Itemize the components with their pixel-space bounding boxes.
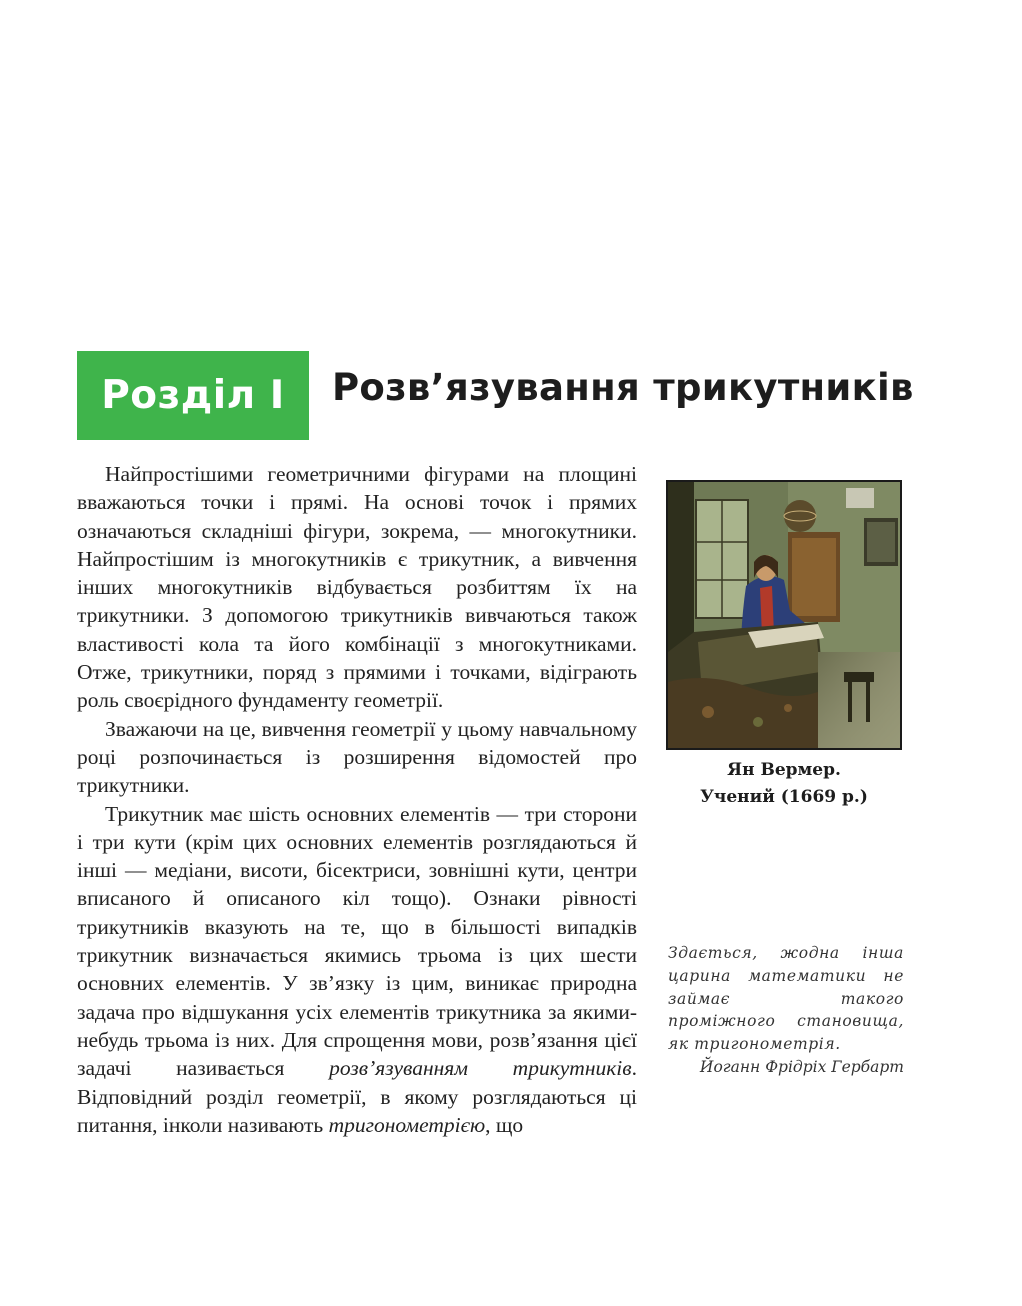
paragraph-3-middle: . Відповідний розділ геометрії, в якому розглядаються ці питання, інколи називають — [77, 1056, 637, 1137]
chapter-label: Розділ I — [101, 373, 285, 418]
chapter-title: Розв’язування трикутників — [332, 366, 914, 409]
quote-text: Здається, жодна інша царина математики не займає такого проміжного становища, як тригонометрія. — [668, 944, 904, 1054]
term-trigonometry: тригонометрією — [328, 1112, 486, 1137]
paragraph-3-start: Трикутник має шість основних елементів — три сторони і три кути (крім цих основних елементів розглядаються й інші — медіани, висоти, бісектриси, зовнішні кути, центри вписаного й описаного кіл тощо). Ознаки рівності трикутників вказують на те, що в більшості випадків трикутник визначається якимись трьома із цих шести основних елементів. У зв’язку із цим, виникає природна задача про відшукання усіх елементів трикутника за якими-небудь трьома із них. Для спрощення мови, розв’язання цієї задачі називається — [77, 801, 637, 1081]
paragraph-3 — [77, 800, 637, 1140]
painting-image — [668, 482, 900, 748]
caption-title: Учений (1669 р.) — [700, 787, 868, 807]
paragraph-1: Найпростішими геометричними фігурами на площині вважаються точки і прямі. На основі точок і прямих означаються складніші фігури, зокрема, — многокутники. Найпростішим із многокутників є трикутник, а вивчення інших многокутників відбувається розбиттям їх на трикутники. З допомогою трикутників вивчаються також властивості кола та його комбінації з многокутниками. Отже, трикутники, поряд з прямими і точками, відіграють роль своєрідного фундаменту геометрії. — [77, 462, 637, 713]
quote-author: Йоганн Фрідріх Гербарт — [699, 1057, 904, 1076]
epigraph-quote — [668, 942, 904, 1079]
painting-vermeer-geographer — [666, 480, 902, 750]
painting-caption — [666, 757, 902, 811]
paragraph-2: Зважаючи на це, вивчення геометрії у цьому навчальному році розпочинається із розширення відомостей про трикутники. — [77, 716, 637, 798]
paragraph-3-end: , що — [485, 1112, 524, 1137]
term-solving-triangles: розв’язуванням трикутників — [329, 1056, 632, 1081]
chapter-badge — [77, 351, 309, 440]
main-text — [77, 460, 637, 1139]
caption-author: Ян Вермер. — [727, 760, 841, 780]
